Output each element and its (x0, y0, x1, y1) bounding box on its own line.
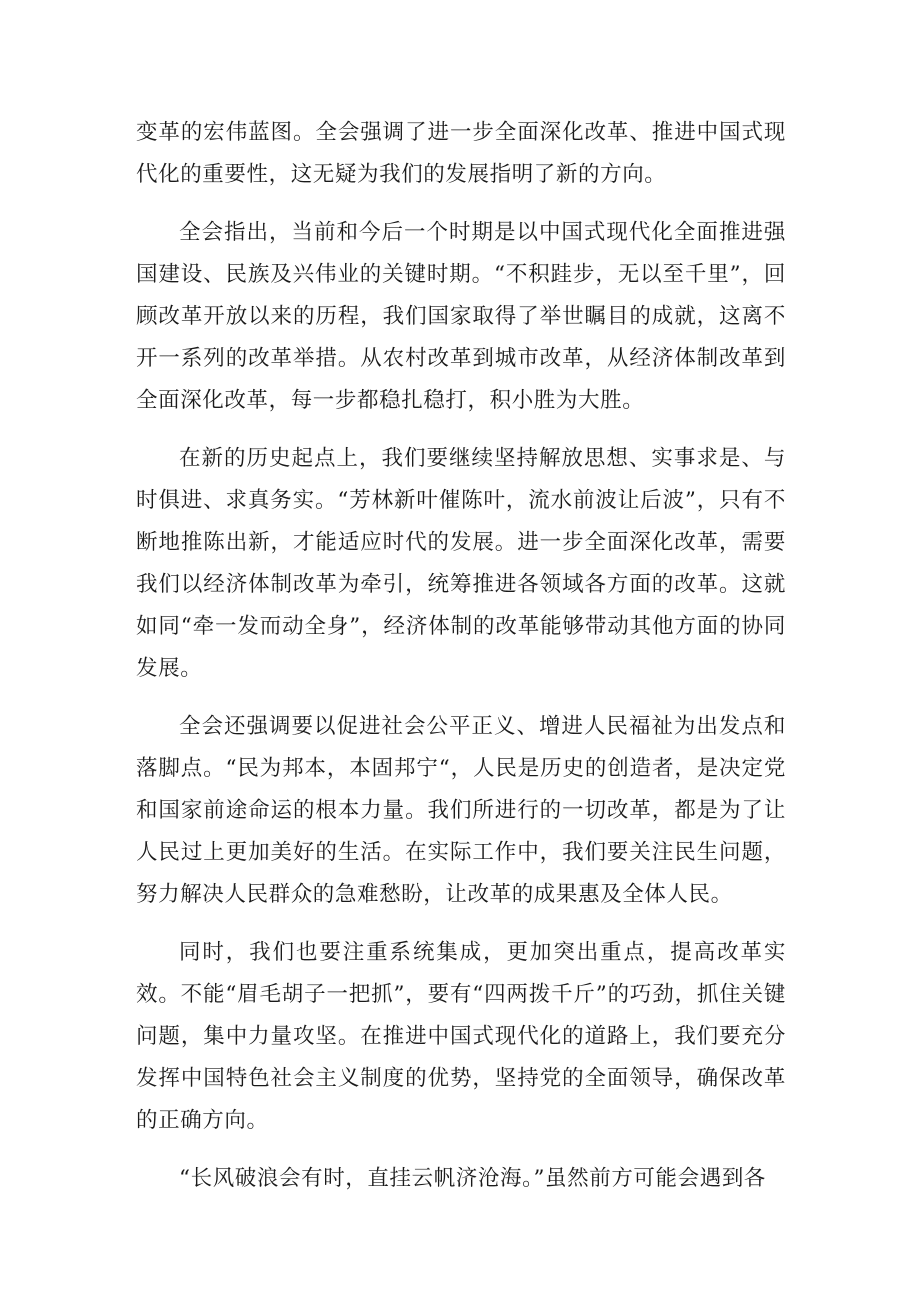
document-body (136, 112, 786, 1216)
paragraph-new-starting-point: 在新的历史起点上，我们要继续坚持解放思想、实事求是、与时俱进、求真务实。“芳林新叶催陈叶，流水前波让后波”，只有不断地推陈出新，才能适应时代的发展。进一步全面深化改革，需要我们以经济体制改革为牵引，统筹推进各领域各方面的改革。这就如同“牵一发而动全身”，经济体制的改革能够带动其他方面的协同发展。 (136, 446, 786, 681)
paragraph-reform-period: 全会指出，当前和今后一个时期是以中国式现代化全面推进强国建设、民族及兴伟业的关键时期。“不积跬步，无以至千里”，回顾改革开放以来的历程，我们国家取得了举世瞩目的成就，这离不开一系列的改革举措。从农村改革到城市改革，从经济体制改革到全面深化改革，每一步都稳扎稳打，积小胜为大胜。 (136, 220, 786, 413)
paragraph-social-fairness: 全会还强调要以促进社会公平正义、增进人民福祉为出发点和落脚点。“民为邦本，本固邦宁“，人民是历史的创造者，是决定党和国家前途命运的根本力量。我们所进行的一切改革，都是为了让人民过上更加美好的生活。在实际工作中，我们要关注民生问题，努力解决人民群众的急难愁盼，让改革的成果惠及全体人民。 (136, 714, 786, 907)
paragraph-closing-quote: “长风破浪会有时，直挂云帆济沧海。”虽然前方可能会遇到各 (179, 1166, 767, 1191)
paragraph-system-integration: 同时，我们也要注重系统集成，更加突出重点，提高改革实效。不能“眉毛胡子一把抓”，要有“四两拨千斤”的巧劲，抓住关键问题，集中力量攻坚。在推进中国式现代化的道路上，我们要充分发挥中国特色社会主义制度的优势，坚持党的全面领导，确保改革的正确方向。 (136, 940, 786, 1133)
paragraph-continuation: 变革的宏伟蓝图。全会强调了进一步全面深化改革、推进中国式现代化的重要性，这无疑为我们的发展指明了新的方向。 (136, 120, 786, 187)
